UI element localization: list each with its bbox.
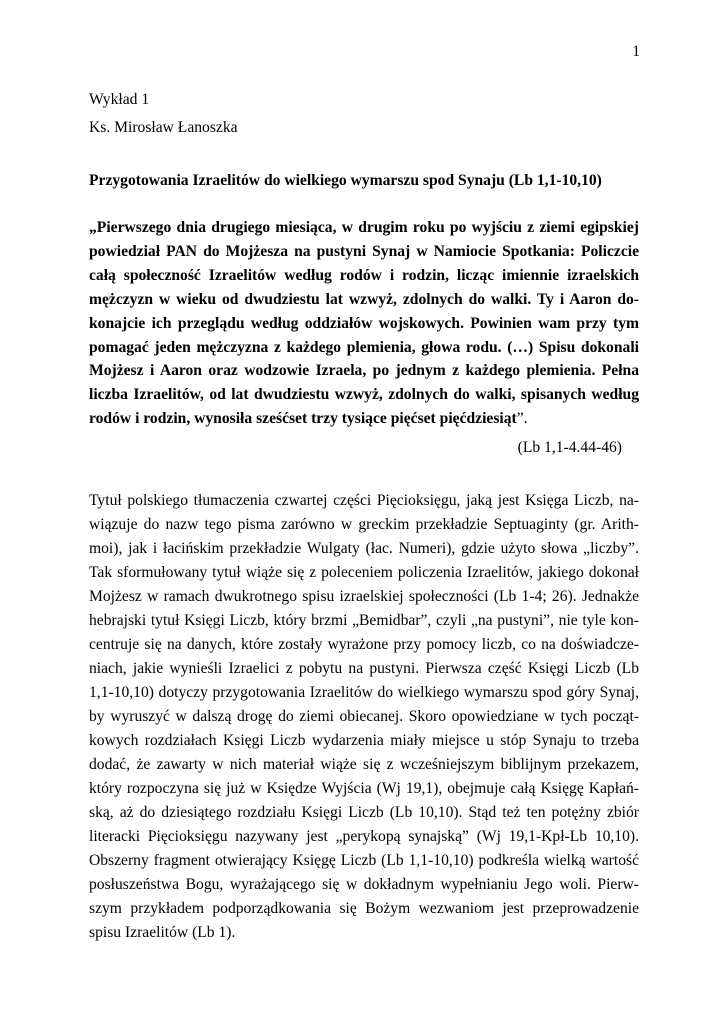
quote-last-line (89, 407, 639, 431)
body-line: literacki Pięcioksięgu nazywany jest „perykopą synajską” (Wj 19,1-Kpł-Lb 10,10). (89, 828, 639, 845)
body-line: hebrajski tytuł Księgi Liczb, który brzmi „Bemidbar”, czyli „na pustyni”, nie tyle kon- (89, 612, 639, 629)
quote-line: mężczyzn w wieku od dwudziestu lat wzwyż, zdolnych do walki. Ty i Aaron do- (89, 290, 639, 308)
body-line: dodać, że zawarty w nich materiał wiąże się z wcześniejszym biblijnym przekazem, (89, 756, 639, 773)
body-line: centruje się na danych, które zostały wyrażone przy pomocy liczb, co na doświadcze- (89, 636, 639, 653)
quote-line: Mojżesz i Aaron oraz wodzowie Izraela, po jednym z każdego plemienia. Pełna (89, 362, 639, 380)
body-line: niach, jakie wynieśli Izraelici z pobytu na pustyni. Pierwsza część Księgi Liczb (Lb (89, 660, 639, 677)
quote-line: rodów i rodzin, wynosiła sześćset trzy tysiące pięćset pięćdziesiąt (89, 410, 517, 428)
author-name: Ks. Mirosław Łanoszka (89, 119, 238, 136)
body-line: Obszerny fragment otwierający Księgę Liczb (Lb 1,1-10,10) podkreśla wielką wartość (89, 852, 639, 869)
body-line: szym przykładem podporządkowania się Bożym wezwaniom jest przeprowadzenie (89, 900, 639, 917)
document-title: Przygotowania Izraelitów do wielkiego wymarszu spod Synaju (Lb 1,1-10,10) (89, 172, 602, 189)
body-line: by wyruszyć w dalszą drogę do ziemi obiecanej. Skoro opowiedziane w tych począt- (89, 708, 639, 725)
page-number: 1 (632, 43, 640, 60)
body-line: 1,1-10,10) dotyczy przygotowania Izraelitów do wielkiego wymarszu spod góry Synaj, (89, 684, 639, 701)
body-line: który rozpoczyna się już w Księdze Wyjścia (Wj 19,1), obejmuje całą Księgę Kapłań- (89, 780, 639, 797)
body-line: Tak sformułowany tytuł wiąże się z poleceniem policzenia Izraelitów, jakiego dokonał (89, 564, 639, 581)
quote-line: liczba Izraelitów, od lat dwudziestu wzwyż, zdolnych do walki, spisanych według (89, 386, 639, 404)
quote-line: całą społeczność Izraelitów według rodów i rodzin, licząc imiennie izraelskich (89, 266, 639, 284)
scripture-quote (89, 216, 639, 431)
body-line: Tytuł polskiego tłumaczenia czwartej części Pięcioksięgu, jaką jest Księga Liczb, na- (89, 492, 639, 509)
body-line: moi), jak i łacińskim przekładzie Wulgaty (łac. Numeri), gdzie użyto słowa „liczby”. (89, 540, 639, 557)
quote-line: powiedział PAN do Mojżesza na pustyni Synaj w Namiocie Spotkania: Policzcie (89, 242, 639, 260)
lecture-label: Wykład 1 (89, 91, 150, 108)
body-line: Mojżesz w ramach dwukrotnego spisu izraelskiej społeczności (Lb 1-4; 26). Jednakże (89, 588, 639, 605)
body-line: ską, aż do dziesiątego rozdziału Księgi Liczb (Lb 10,10). Stąd też ten potężny zbiór (89, 804, 639, 821)
quote-reference: (Lb 1,1-4.44-46) (517, 439, 622, 456)
quote-line: pomagać jeden mężczyzna z każdego plemienia, głowa rodu. (…) Spisu dokonali (89, 338, 639, 356)
body-line: wiązuje do nazw tego pisma zarówno w greckim przekładzie Septuaginty (gr. Arith- (89, 516, 639, 533)
body-line: spisu Izraelitów (Lb 1). (89, 924, 236, 941)
body-paragraph (89, 489, 639, 945)
body-line: posłuszeństwa Bogu, wyrażającego się w dokładnym wypełnianiu Jego woli. Pierw- (89, 876, 639, 893)
quote-line: konajcie ich przeglądu według oddziałów wojskowych. Powinien wam przy tym (89, 314, 639, 332)
quote-line: „Pierwszego dnia drugiego miesiąca, w drugim roku po wyjściu z ziemi egipskiej (89, 219, 639, 236)
body-line: kowych rozdziałach Księgi Liczb wydarzenia miały miejsce u stóp Synaju to trzeba (89, 732, 639, 749)
quote-closing-mark: ”. (516, 410, 528, 428)
